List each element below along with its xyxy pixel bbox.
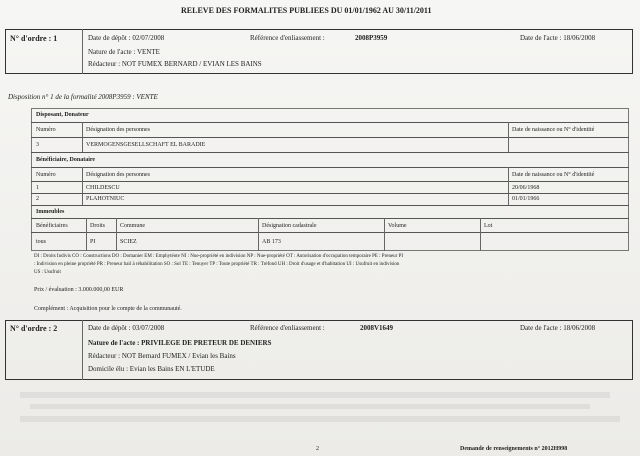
col-numero: Numéro (36, 127, 56, 133)
entry-2-nature: Nature de l'acte : PRIVILEGE DE PRETEUR DE DENIERS (88, 339, 272, 347)
divider (82, 122, 83, 152)
imm-col-beneficiaires: Bénéficiaires (36, 223, 68, 229)
report-title: RELEVE DES FORMALITES PUBLIEES DU 01/01/1962 AU 30/11/2011 (181, 6, 432, 15)
legend-line-2: : Indivision en pleine propriété PR : Preneur bail à réhabilitation SO : Sol TE : Tenuyer TP : Toute propriété TR : Tréfond UH : Droit d'usage et d'habitation UI : Usufruit en indivision (34, 262, 400, 267)
legend-line-3: US : Usufruit (34, 270, 61, 275)
immeubles-header: Immeubles (36, 209, 65, 215)
col-naissance: Date de naissance ou N° d'identité (512, 127, 595, 133)
imm-row-droits: PI (90, 239, 96, 245)
beneficiaire-header: Bénéficiaire, Donataire (36, 157, 96, 163)
entry-1-order: N° d'ordre : 1 (10, 34, 58, 43)
beneficiaire-1-date: 20/06/1968 (512, 185, 540, 191)
prix-evaluation: Prix / évaluation : 3.000.000,00 EUR (34, 287, 124, 293)
entry-1-depot-date: Date de dépôt : 02/07/2008 (88, 34, 165, 42)
imm-row-commune: SCIEZ (120, 239, 137, 245)
col-numero-2: Numéro (36, 172, 56, 178)
scan-smudge (20, 392, 610, 398)
disposant-header: Disposant, Donateur (36, 112, 89, 118)
divider (116, 218, 117, 251)
beneficiaire-1-name: CHILDESCU (86, 185, 120, 191)
beneficiaire-2-name: PLAHOTNIUC (86, 196, 125, 202)
beneficiaire-2-num: 2 (36, 196, 39, 202)
entry-1-ref-label: Référence d'enliassement : (250, 34, 325, 42)
entry-2-domicile: Domicile élu : Evian les Bains EN L'ETUDE (88, 365, 215, 373)
page-number: 2 (316, 446, 319, 452)
entry-1-acte-date: Date de l'acte : 18/06/2008 (520, 34, 596, 42)
beneficiaire-1-num: 1 (36, 185, 39, 191)
beneficiaire-2-date: 01/01/1966 (512, 196, 540, 202)
entry-2-depot-date: Date de dépôt : 03/07/2008 (88, 324, 165, 332)
disposition-title: Disposition n° 1 de la formalité 2008P3959 : VENTE (8, 93, 158, 101)
entry-2-order: N° d'ordre : 2 (10, 324, 58, 333)
divider (31, 152, 629, 153)
entry-1-redacteur: Rédacteur : NOT FUMEX BERNARD / EVIAN LES BAINS (88, 60, 262, 68)
imm-row-beneficiaires: tous (36, 239, 47, 245)
entry-2-divider (82, 320, 83, 380)
imm-col-commune: Commune (120, 223, 145, 229)
imm-col-droits: Droits (90, 223, 105, 229)
divider (86, 218, 87, 251)
imm-col-lot: Lot (484, 223, 493, 229)
imm-col-designation: Désignation cadastrale (262, 223, 317, 229)
complement: Complément : Acquisition pour le compte de la communauté. (34, 306, 182, 312)
divider (31, 232, 629, 233)
divider (31, 205, 629, 206)
demande-renseignements: Demande de renseignements n° 2012H998 (460, 446, 568, 452)
entry-1-divider (82, 29, 83, 74)
scan-smudge (20, 416, 620, 422)
disposant-row-num: 3 (36, 142, 39, 148)
entry-2-ref-value: 2008V1649 (360, 324, 394, 332)
col-naissance-2: Date de naissance ou N° d'identité (512, 172, 595, 178)
entry-2-acte-date: Date de l'acte : 18/06/2008 (520, 324, 596, 332)
entry-2-ref-label: Référence d'enliassement : (250, 324, 325, 332)
entry-2-redacteur: Rédacteur : NOT Bernard FUMEX / Evian les Bains (88, 352, 236, 360)
divider (508, 122, 509, 152)
col-designation: Désignation des personnes (86, 127, 150, 133)
col-designation-2: Désignation des personnes (86, 172, 150, 178)
disposant-row-name: VERMOGENSGESELLSCHAFT EL BARADIE (86, 142, 206, 148)
imm-col-volume: Volume (388, 223, 407, 229)
divider (384, 218, 385, 251)
divider (31, 193, 629, 194)
scan-smudge (30, 404, 590, 409)
entry-1-ref-value: 2008P3959 (355, 34, 388, 42)
divider (82, 167, 83, 205)
legend-line-1: DI : Droits Indivis CO : Constructions DO : Domanier EM : Emphytéote NI : Nue-propriété en indivision NP : Nue-propriété OT : Autorisation d'occupation temporaire PE : Preneur PI (34, 254, 404, 259)
divider (508, 167, 509, 205)
divider (31, 167, 629, 168)
divider (480, 218, 481, 251)
divider (31, 122, 629, 123)
divider (258, 218, 259, 251)
divider (31, 137, 629, 138)
imm-row-designation: AB 173 (262, 239, 281, 245)
divider (31, 181, 629, 182)
entry-1-nature: Nature de l'acte : VENTE (88, 48, 160, 56)
divider (31, 218, 629, 219)
